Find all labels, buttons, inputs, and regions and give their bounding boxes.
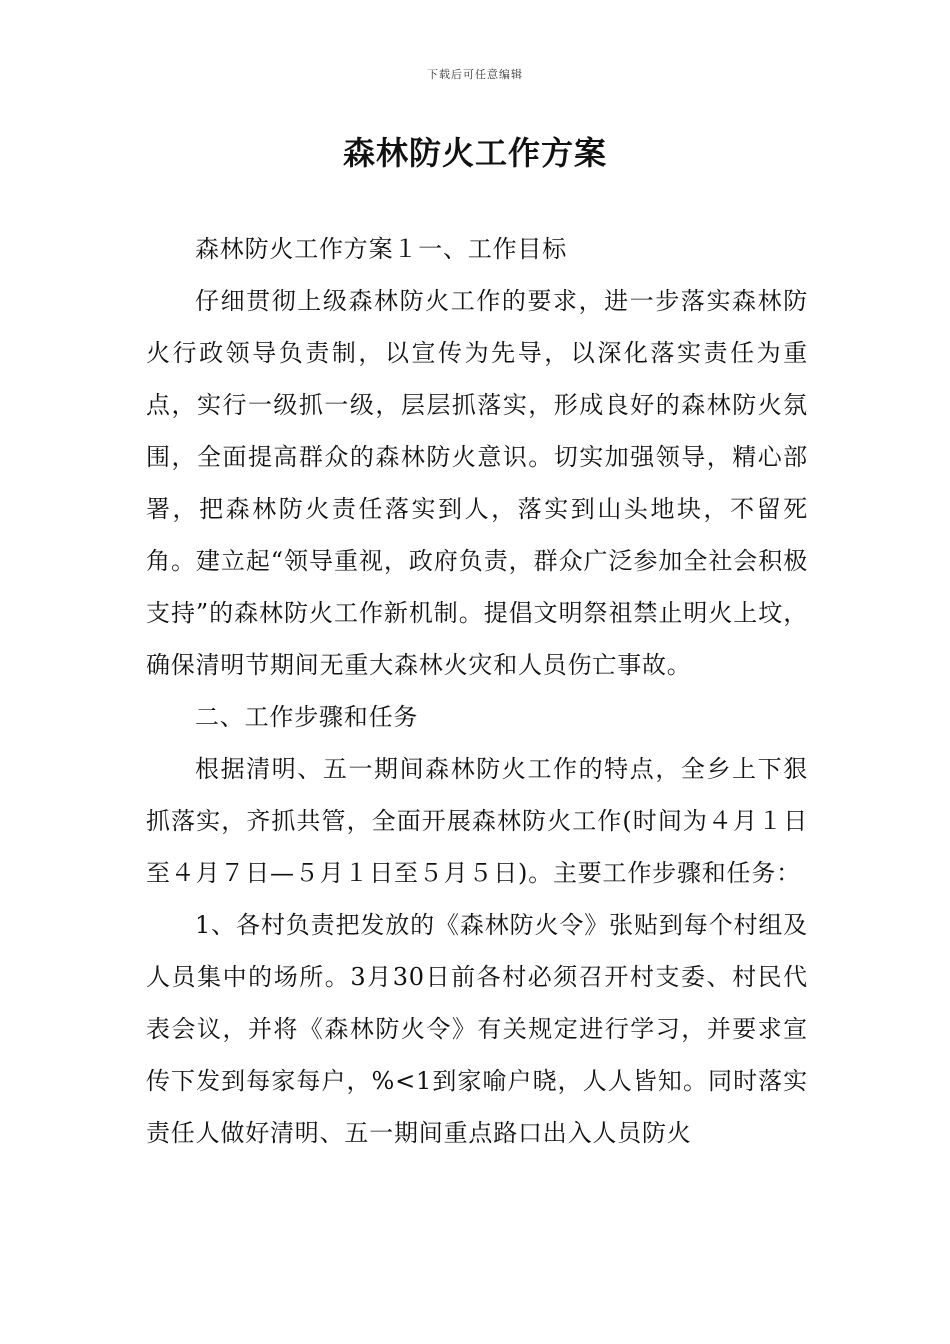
document-title: 森林防火工作方案 <box>342 134 607 172</box>
document-body <box>146 223 808 1159</box>
section-heading-2: 二、工作步骤和任务 <box>195 703 419 731</box>
paragraph-work-steps: 根据清明、五一期间森林防火工作的特点，全乡上下狠抓落实，齐抓共管，全面开展森林防火工作(时间为４月１日至４月７日—５月１日至５月５日)。主要工作步骤和任务： <box>146 755 808 887</box>
paragraph-item-1: 1、各村负责把发放的《森林防火令》张贴到每个村组及人员集中的场所。3月30日前各村必须召开村支委、村民代表会议，并将《森林防火令》有关规定进行学习，并要求宣传下发到每家每户，%<1到家喻户晓，人人皆知。同时落实责任人做好清明、五一期间重点路口出入人员防火 <box>146 911 808 1147</box>
section-heading-1: 森林防火工作方案１一、工作目标 <box>195 235 567 263</box>
paragraph-work-goal: 仔细贯彻上级森林防火工作的要求，进一步落实森林防火行政领导负责制，以宣传为先导，以深化落实责任为重点，实行一级抓一级，层层抓落实，形成良好的森林防火氛围，全面提高群众的森林防火意识。切实加强领导，精心部署，把森林防火责任落实到人，落实到山头地块，不留死角。建立起“领导重视，政府负责，群众广泛参加全社会积极支持”的森林防火工作新机制。提倡文明祭祖禁止明火上坟，确保清明节期间无重大森林火灾和人员伤亡事故。 <box>146 287 808 679</box>
header-note: 下载后可任意编辑 <box>427 68 523 81</box>
